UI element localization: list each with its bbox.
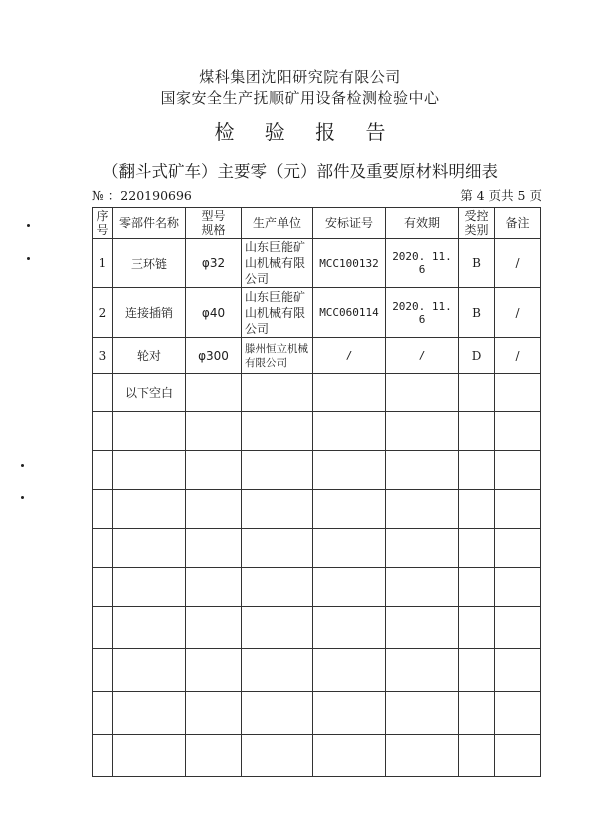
cell-name: 轮对 — [113, 338, 186, 374]
column-header — [386, 208, 459, 239]
column-header-text: 型号 — [201, 209, 226, 223]
empty-cell — [386, 529, 459, 568]
table-header-row — [93, 208, 541, 239]
cell-maker: 滕州恒立机械有限公司 — [242, 338, 313, 374]
column-header — [93, 208, 113, 239]
testing-center-name: 国家安全生产抚顺矿用设备检测检验中心 — [160, 89, 440, 107]
table-row-blank — [93, 568, 541, 607]
empty-cell — [242, 568, 313, 607]
empty-cell — [495, 649, 541, 692]
cell-spec: φ40 — [186, 288, 242, 338]
empty-cell — [313, 607, 386, 649]
empty-cell — [495, 607, 541, 649]
empty-cell — [386, 649, 459, 692]
empty-cell — [242, 529, 313, 568]
column-header-text: 受控 — [464, 209, 489, 223]
table-row-blank — [93, 649, 541, 692]
empty-cell — [495, 451, 541, 490]
empty-cell — [386, 735, 459, 777]
cell-maker: 山东巨能矿山机械有限公司 — [242, 288, 313, 338]
empty-cell — [459, 374, 495, 412]
empty-cell — [495, 490, 541, 529]
empty-cell — [313, 451, 386, 490]
document-number: № ：220190696 — [92, 188, 192, 203]
empty-cell — [495, 735, 541, 777]
empty-cell — [459, 735, 495, 777]
column-header-text: 序 — [96, 209, 109, 223]
empty-cell — [313, 529, 386, 568]
empty-cell — [313, 735, 386, 777]
empty-cell — [93, 649, 113, 692]
empty-cell — [313, 649, 386, 692]
empty-cell — [386, 451, 459, 490]
blank-note: 以下空白 — [113, 374, 186, 412]
column-header — [242, 208, 313, 239]
empty-cell — [313, 412, 386, 451]
table-row — [93, 338, 541, 374]
empty-cell — [186, 529, 242, 568]
empty-cell — [186, 490, 242, 529]
empty-cell — [242, 374, 313, 412]
cell-valid: / — [386, 338, 459, 374]
column-header-text: 类别 — [464, 223, 489, 237]
empty-cell — [459, 490, 495, 529]
empty-cell — [459, 451, 495, 490]
cell-maker: 山东巨能矿山机械有限公司 — [242, 239, 313, 288]
cell-valid: 2020. 11. 6 — [386, 288, 459, 338]
column-header-text: 备注 — [505, 216, 530, 230]
cell-remark: / — [495, 288, 541, 338]
empty-cell — [113, 649, 186, 692]
cell-valid: 2020. 11. 6 — [386, 239, 459, 288]
cell-no: 1 — [93, 239, 113, 288]
table-row-blank — [93, 374, 541, 412]
cell-spec: φ300 — [186, 338, 242, 374]
empty-cell — [459, 568, 495, 607]
column-header — [113, 208, 186, 239]
empty-cell — [242, 490, 313, 529]
empty-cell — [186, 735, 242, 777]
empty-cell — [113, 607, 186, 649]
empty-cell — [386, 607, 459, 649]
empty-cell — [186, 649, 242, 692]
empty-cell — [186, 451, 242, 490]
empty-cell — [113, 412, 186, 451]
empty-cell — [459, 649, 495, 692]
cell-name: 连接插销 — [113, 288, 186, 338]
empty-cell — [386, 490, 459, 529]
empty-cell — [386, 412, 459, 451]
empty-cell — [186, 412, 242, 451]
empty-cell — [242, 607, 313, 649]
cell-remark: / — [495, 239, 541, 288]
empty-cell — [113, 692, 186, 735]
empty-cell — [113, 568, 186, 607]
column-header — [313, 208, 386, 239]
empty-cell — [459, 692, 495, 735]
empty-cell — [386, 692, 459, 735]
cell-name: 三环链 — [113, 239, 186, 288]
cell-remark: / — [495, 338, 541, 374]
column-header — [186, 208, 242, 239]
cell-category: D — [459, 338, 495, 374]
empty-cell — [495, 412, 541, 451]
scan-mark — [27, 257, 30, 260]
column-header-text: 零部件名称 — [118, 216, 179, 230]
table-row-blank — [93, 451, 541, 490]
empty-cell — [459, 529, 495, 568]
empty-cell — [113, 451, 186, 490]
empty-cell — [93, 451, 113, 490]
empty-cell — [93, 529, 113, 568]
empty-cell — [313, 490, 386, 529]
cell-no: 3 — [93, 338, 113, 374]
table-row — [93, 239, 541, 288]
empty-cell — [113, 529, 186, 568]
empty-cell — [93, 692, 113, 735]
table-row-blank — [93, 692, 541, 735]
empty-cell — [386, 374, 459, 412]
empty-cell — [242, 649, 313, 692]
empty-cell — [113, 490, 186, 529]
empty-cell — [495, 529, 541, 568]
empty-cell — [186, 568, 242, 607]
page-info: 第 4 页共 5 页 — [460, 188, 542, 203]
scan-mark — [21, 496, 24, 499]
empty-cell — [93, 735, 113, 777]
scan-mark — [21, 464, 24, 467]
empty-cell — [495, 374, 541, 412]
table-title: （翻斗式矿车）主要零（元）部件及重要原材料明细表 — [102, 162, 498, 181]
empty-cell — [495, 568, 541, 607]
column-header-text: 规格 — [201, 223, 226, 237]
organization-name: 煤科集团沈阳研究院有限公司 — [199, 68, 401, 86]
empty-cell — [93, 412, 113, 451]
empty-cell — [459, 607, 495, 649]
cell-no: 2 — [93, 288, 113, 338]
empty-cell — [242, 692, 313, 735]
empty-cell — [93, 568, 113, 607]
empty-cell — [459, 412, 495, 451]
cell-category: B — [459, 239, 495, 288]
empty-cell — [93, 374, 113, 412]
scan-mark — [27, 224, 30, 227]
empty-cell — [242, 412, 313, 451]
cell-cert: / — [313, 338, 386, 374]
empty-cell — [242, 451, 313, 490]
empty-cell — [186, 374, 242, 412]
column-header-text: 安标证号 — [324, 216, 373, 230]
report-title: 检 验 报 告 — [214, 120, 398, 144]
empty-cell — [113, 735, 186, 777]
column-header-text: 号 — [96, 223, 109, 237]
column-header-text: 生产单位 — [252, 216, 301, 230]
column-header — [495, 208, 541, 239]
empty-cell — [313, 374, 386, 412]
column-header-text: 有效期 — [403, 216, 440, 230]
empty-cell — [93, 490, 113, 529]
empty-cell — [186, 607, 242, 649]
empty-cell — [186, 692, 242, 735]
cell-cert: MCC100132 — [313, 239, 386, 288]
empty-cell — [93, 607, 113, 649]
cell-cert: MCC060114 — [313, 288, 386, 338]
parts-table — [92, 207, 541, 777]
empty-cell — [313, 568, 386, 607]
column-header — [459, 208, 495, 239]
cell-spec: φ32 — [186, 239, 242, 288]
empty-cell — [386, 568, 459, 607]
empty-cell — [242, 735, 313, 777]
table-row-blank — [93, 735, 541, 777]
cell-category: B — [459, 288, 495, 338]
empty-cell — [313, 692, 386, 735]
table-row — [93, 288, 541, 338]
table-row-blank — [93, 607, 541, 649]
table-row-blank — [93, 490, 541, 529]
empty-cell — [495, 692, 541, 735]
table-row-blank — [93, 529, 541, 568]
table-row-blank — [93, 412, 541, 451]
